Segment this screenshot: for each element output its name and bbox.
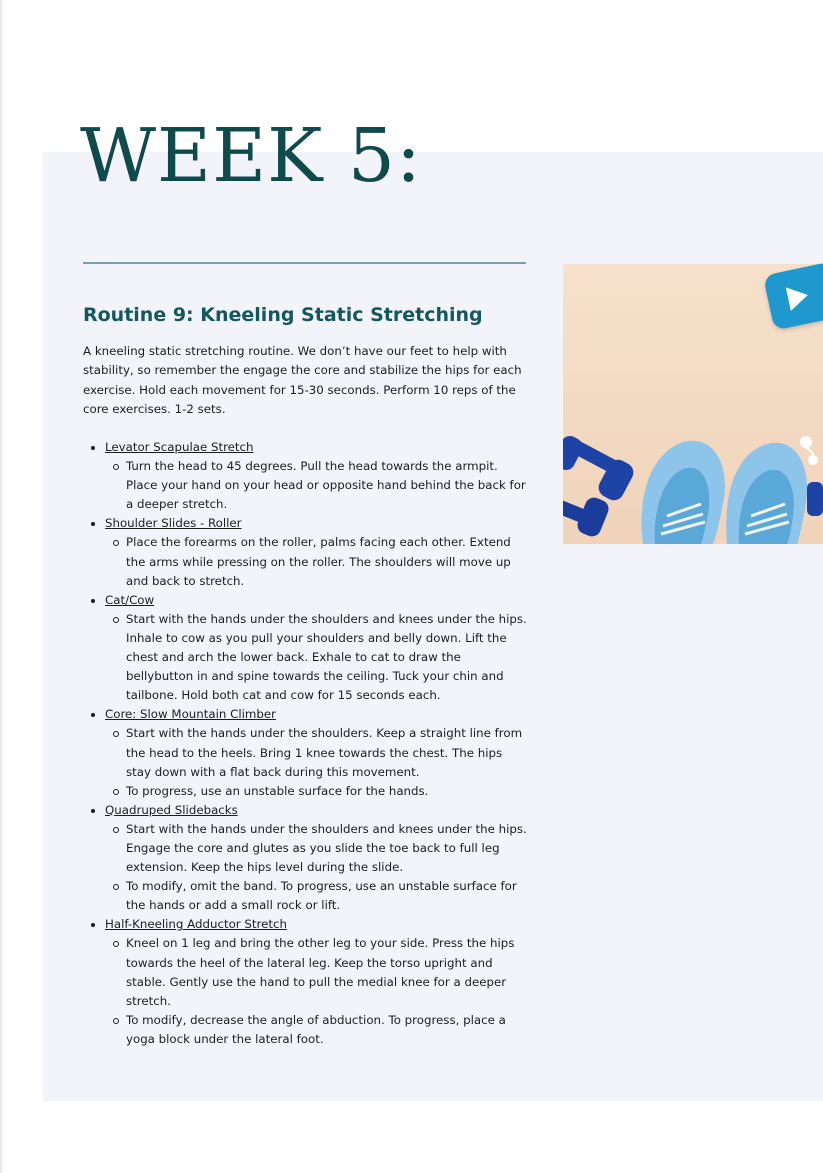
exercise-item	[83, 801, 528, 916]
exercise-notes	[105, 457, 528, 514]
exercise-note: To modify, omit the band. To progress, use an unstable surface for the hands or add a small rock or lift.	[105, 877, 528, 915]
dumbbell-icon	[563, 495, 611, 539]
exercise-notes	[105, 533, 528, 590]
exercise-link-cat-cow[interactable]: Cat/Cow	[105, 592, 155, 607]
exercise-item	[83, 514, 528, 590]
exercise-note: Turn the head to 45 degrees. Pull the head towards the armpit. Place your hand on your head or opposite hand behind the back for a deeper stretch.	[105, 457, 528, 514]
sneaker-icon	[726, 443, 807, 544]
week-title: WEEK 5:	[80, 113, 422, 199]
exercise-item	[83, 438, 528, 514]
dumbbell-icon	[563, 433, 637, 504]
exercise-notes	[105, 934, 528, 1049]
exercise-note: Start with the hands under the shoulders. Keep a straight line from the head to the heels. Bring 1 knee towards the chest. The hips stay down with a flat back during this movement.	[105, 724, 528, 781]
exercise-link-levator-scapulae-stretch[interactable]: Levator Scapulae Stretch	[105, 440, 254, 454]
routine-title: Routine 9: Kneeling Static Stretching	[83, 304, 483, 326]
exercise-notes	[105, 724, 528, 800]
exercise-item	[83, 705, 528, 800]
exercise-link-shoulder-slides-roller[interactable]: Shoulder Slides - Roller	[105, 516, 242, 531]
exercise-link-half-kneeling-adductor-stretch[interactable]: Half-Kneeling Adductor Stretch	[105, 917, 287, 932]
exercise-link-slow-mountain-climber[interactable]: Core: Slow Mountain Climber	[105, 707, 276, 722]
play-icon	[786, 283, 811, 311]
earphones-icon	[800, 436, 818, 465]
exercise-link-quadruped-slidebacks[interactable]: Quadruped Slidebacks	[105, 802, 238, 817]
routine-intro: A kneeling static stretching routine. We don’t have our feet to help with stability, so remember the engage the core and stabilize the hips for each exercise. Hold each movement for 15-30 seconds. Perform 10 reps of the core exercises. 1-2 sets.	[83, 344, 522, 416]
page-edge	[0, 0, 2, 1173]
exercise-item	[83, 591, 528, 706]
exercise-list	[83, 438, 528, 1049]
exercise-note: Start with the hands under the shoulders and knees under the hips. Engage the core and glutes as you slide the toe back to full leg extension. Keep the hips level during the slide.	[105, 820, 528, 877]
exercise-item	[83, 915, 528, 1049]
divider	[83, 262, 526, 264]
exercise-note: To progress, use an unstable surface for the hands.	[105, 782, 528, 801]
sneaker-icon	[642, 441, 725, 544]
exercise-notes	[105, 820, 528, 915]
exercise-note: Start with the hands under the shoulders and knees under the hips. Inhale to cow as you pull your shoulders and belly down. Lift the chest and arch the lower back. Exhale to cat to draw the bellybutton in and spine towards the ceiling. Tuck your chin and tailbone. Hold both cat and cow for 15 seconds each.	[105, 610, 528, 705]
dumbbell-icon	[807, 482, 823, 516]
exercise-notes	[105, 610, 528, 705]
exercise-note: Place the forearms on the roller, palms facing each other. Extend the arms while pressing on the roller. The shoulders will move up and back to stretch.	[105, 533, 528, 590]
exercise-note: Kneel on 1 leg and bring the other leg to your side. Press the hips towards the heel of the lateral leg. Keep the torso upright and stable. Gently use the hand to pull the medial knee for a deeper stretch.	[105, 934, 528, 1010]
exercise-note: To modify, decrease the angle of abduction. To progress, place a yoga block under the lateral foot.	[105, 1011, 528, 1049]
